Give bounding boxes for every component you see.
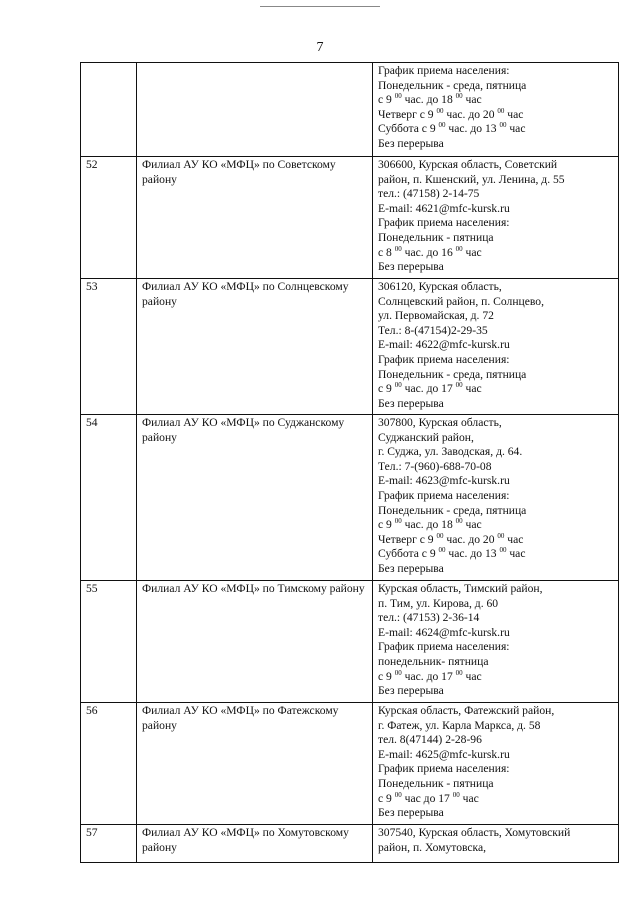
mfc-branches-table: [80, 62, 619, 863]
info-line: тел.: (47158) 2-14-75: [378, 187, 480, 201]
table-row: [81, 157, 619, 279]
info-line: 307800, Курская область,: [378, 416, 502, 429]
info-line: ул. Первомайская, д. 72: [378, 309, 494, 323]
info-line: с 9 $^{00}$ час. до 18 $^{00}$ час: [378, 92, 482, 107]
info-line: График приема населения:: [378, 762, 510, 776]
info-line: с 9 $^{00}$ час. до 17 $^{00}$ час: [378, 381, 482, 396]
branch-name: [137, 63, 373, 157]
info-line: Без перерыва: [378, 684, 444, 698]
info-line: График приема населения:: [378, 488, 510, 502]
scan-top-line: [260, 6, 380, 7]
info-line: тел.: (47153) 2-36-14: [378, 611, 480, 625]
info-line: E-mail: 4624@mfc-kursk.ru: [378, 625, 510, 639]
info-line: E-mail: 4625@mfc-kursk.ru: [378, 747, 510, 761]
info-line: Солнцевский район, п. Солнцево,: [378, 294, 544, 308]
info-line: E-mail: 4622@mfc-kursk.ru: [378, 338, 510, 352]
info-line: Понедельник - среда, пятница: [378, 503, 527, 517]
info-line: с 9 $^{00}$ час. до 17 $^{00}$ час: [378, 668, 482, 683]
row-number: [81, 63, 137, 157]
info-line: тел. 8(47144) 2-28-96: [378, 733, 482, 747]
branch-contact-info: [373, 581, 619, 703]
branch-contact-info: [373, 703, 619, 825]
info-line: Суббота с 9 $^{00}$ час. до 13 $^{00}$ час: [378, 121, 526, 136]
info-line: График приема населения:: [378, 640, 510, 654]
page-number: 7: [316, 40, 324, 55]
row-number: 57: [81, 825, 137, 863]
branch-name: Филиал АУ КО «МФЦ» по Солнцевскому району: [137, 279, 373, 415]
info-line: Понедельник - пятница: [378, 230, 494, 244]
branch-name: Филиал АУ КО «МФЦ» по Фатежскому району: [137, 703, 373, 825]
info-line: График приема населения:: [378, 216, 510, 230]
info-line: Понедельник - пятница: [378, 776, 494, 790]
info-line: Суббота с 9 $^{00}$ час. до 13 $^{00}$ час: [378, 546, 526, 561]
row-number: 55: [81, 581, 137, 703]
branch-contact-info: [373, 415, 619, 581]
row-number: 54: [81, 415, 137, 581]
table-row: [81, 63, 619, 157]
info-line: Четверг с 9 $^{00}$ час. до 20 $^{00}$ час: [378, 531, 524, 546]
info-line: район, п. Хомутовска,: [378, 840, 487, 854]
info-line: Понедельник - среда, пятница: [378, 367, 527, 381]
branch-contact-info: [373, 63, 619, 157]
info-line: График приема населения:: [378, 64, 510, 77]
info-line: с 9 $^{00}$ час. до 18 $^{00}$ час: [378, 517, 482, 532]
info-line: E-mail: 4621@mfc-kursk.ru: [378, 201, 510, 215]
info-line: 306120, Курская область,: [378, 280, 502, 293]
table-row: [81, 825, 619, 863]
info-line: район, п. Кшенский, ул. Ленина, д. 55: [378, 172, 565, 186]
table-row: [81, 415, 619, 581]
branch-contact-info: [373, 825, 619, 863]
info-line: График приема населения:: [378, 352, 510, 366]
row-number: 52: [81, 157, 137, 279]
branch-contact-info: [373, 157, 619, 279]
info-line: Тел.: 8-(47154)2-29-35: [378, 323, 488, 337]
info-line: г. Суджа, ул. Заводская, д. 64.: [378, 445, 523, 459]
info-line: понедельник- пятница: [378, 654, 489, 668]
branch-contact-info: [373, 279, 619, 415]
info-line: г. Фатеж, ул. Карла Маркса, д. 58: [378, 718, 541, 732]
info-line: Без перерыва: [378, 136, 444, 150]
info-line: с 9 $^{00}$ час до 17 $^{00}$ час: [378, 790, 479, 805]
info-line: 306600, Курская область, Советский: [378, 158, 558, 171]
table-row: [81, 279, 619, 415]
table-body: [81, 63, 619, 863]
info-line: Курская область, Тимский район,: [378, 582, 543, 595]
info-line: Курская область, Фатежский район,: [378, 704, 555, 717]
branch-name: Филиал АУ КО «МФЦ» по Суджанскому району: [137, 415, 373, 581]
info-line: Без перерыва: [378, 806, 444, 820]
info-line: Суджанский район,: [378, 430, 474, 444]
row-number: 56: [81, 703, 137, 825]
info-line: Четверг с 9 $^{00}$ час. до 20 $^{00}$ час: [378, 106, 524, 121]
table-row: [81, 703, 619, 825]
row-number: 53: [81, 279, 137, 415]
info-line: Без перерыва: [378, 561, 444, 575]
info-line: Без перерыва: [378, 260, 444, 274]
branch-name: Филиал АУ КО «МФЦ» по Хомутовскому району: [137, 825, 373, 863]
info-line: с 8 $^{00}$ час. до 16 $^{00}$ час: [378, 244, 482, 259]
info-line: Понедельник - среда, пятница: [378, 78, 527, 92]
info-line: Тел.: 7-(960)-688-70-08: [378, 459, 492, 473]
info-line: 307540, Курская область, Хомутовский: [378, 826, 571, 839]
table-row: [81, 581, 619, 703]
info-line: Без перерыва: [378, 396, 444, 410]
branch-name: Филиал АУ КО «МФЦ» по Тимскому району: [137, 581, 373, 703]
info-line: E-mail: 4623@mfc-kursk.ru: [378, 474, 510, 488]
branch-name: Филиал АУ КО «МФЦ» по Советскому району: [137, 157, 373, 279]
info-line: п. Тим, ул. Кирова, д. 60: [378, 596, 499, 610]
